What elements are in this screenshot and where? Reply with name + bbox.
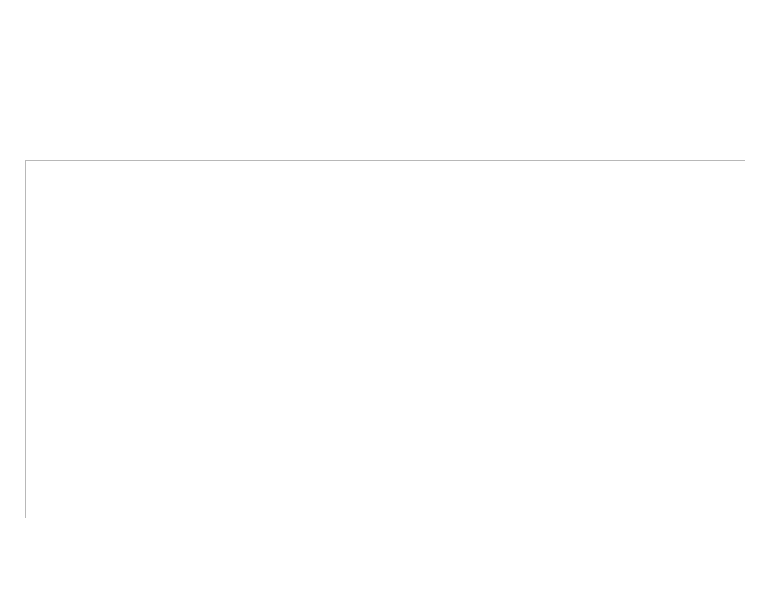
calendar-grid	[25, 160, 745, 518]
day-of-week-header	[25, 144, 745, 156]
